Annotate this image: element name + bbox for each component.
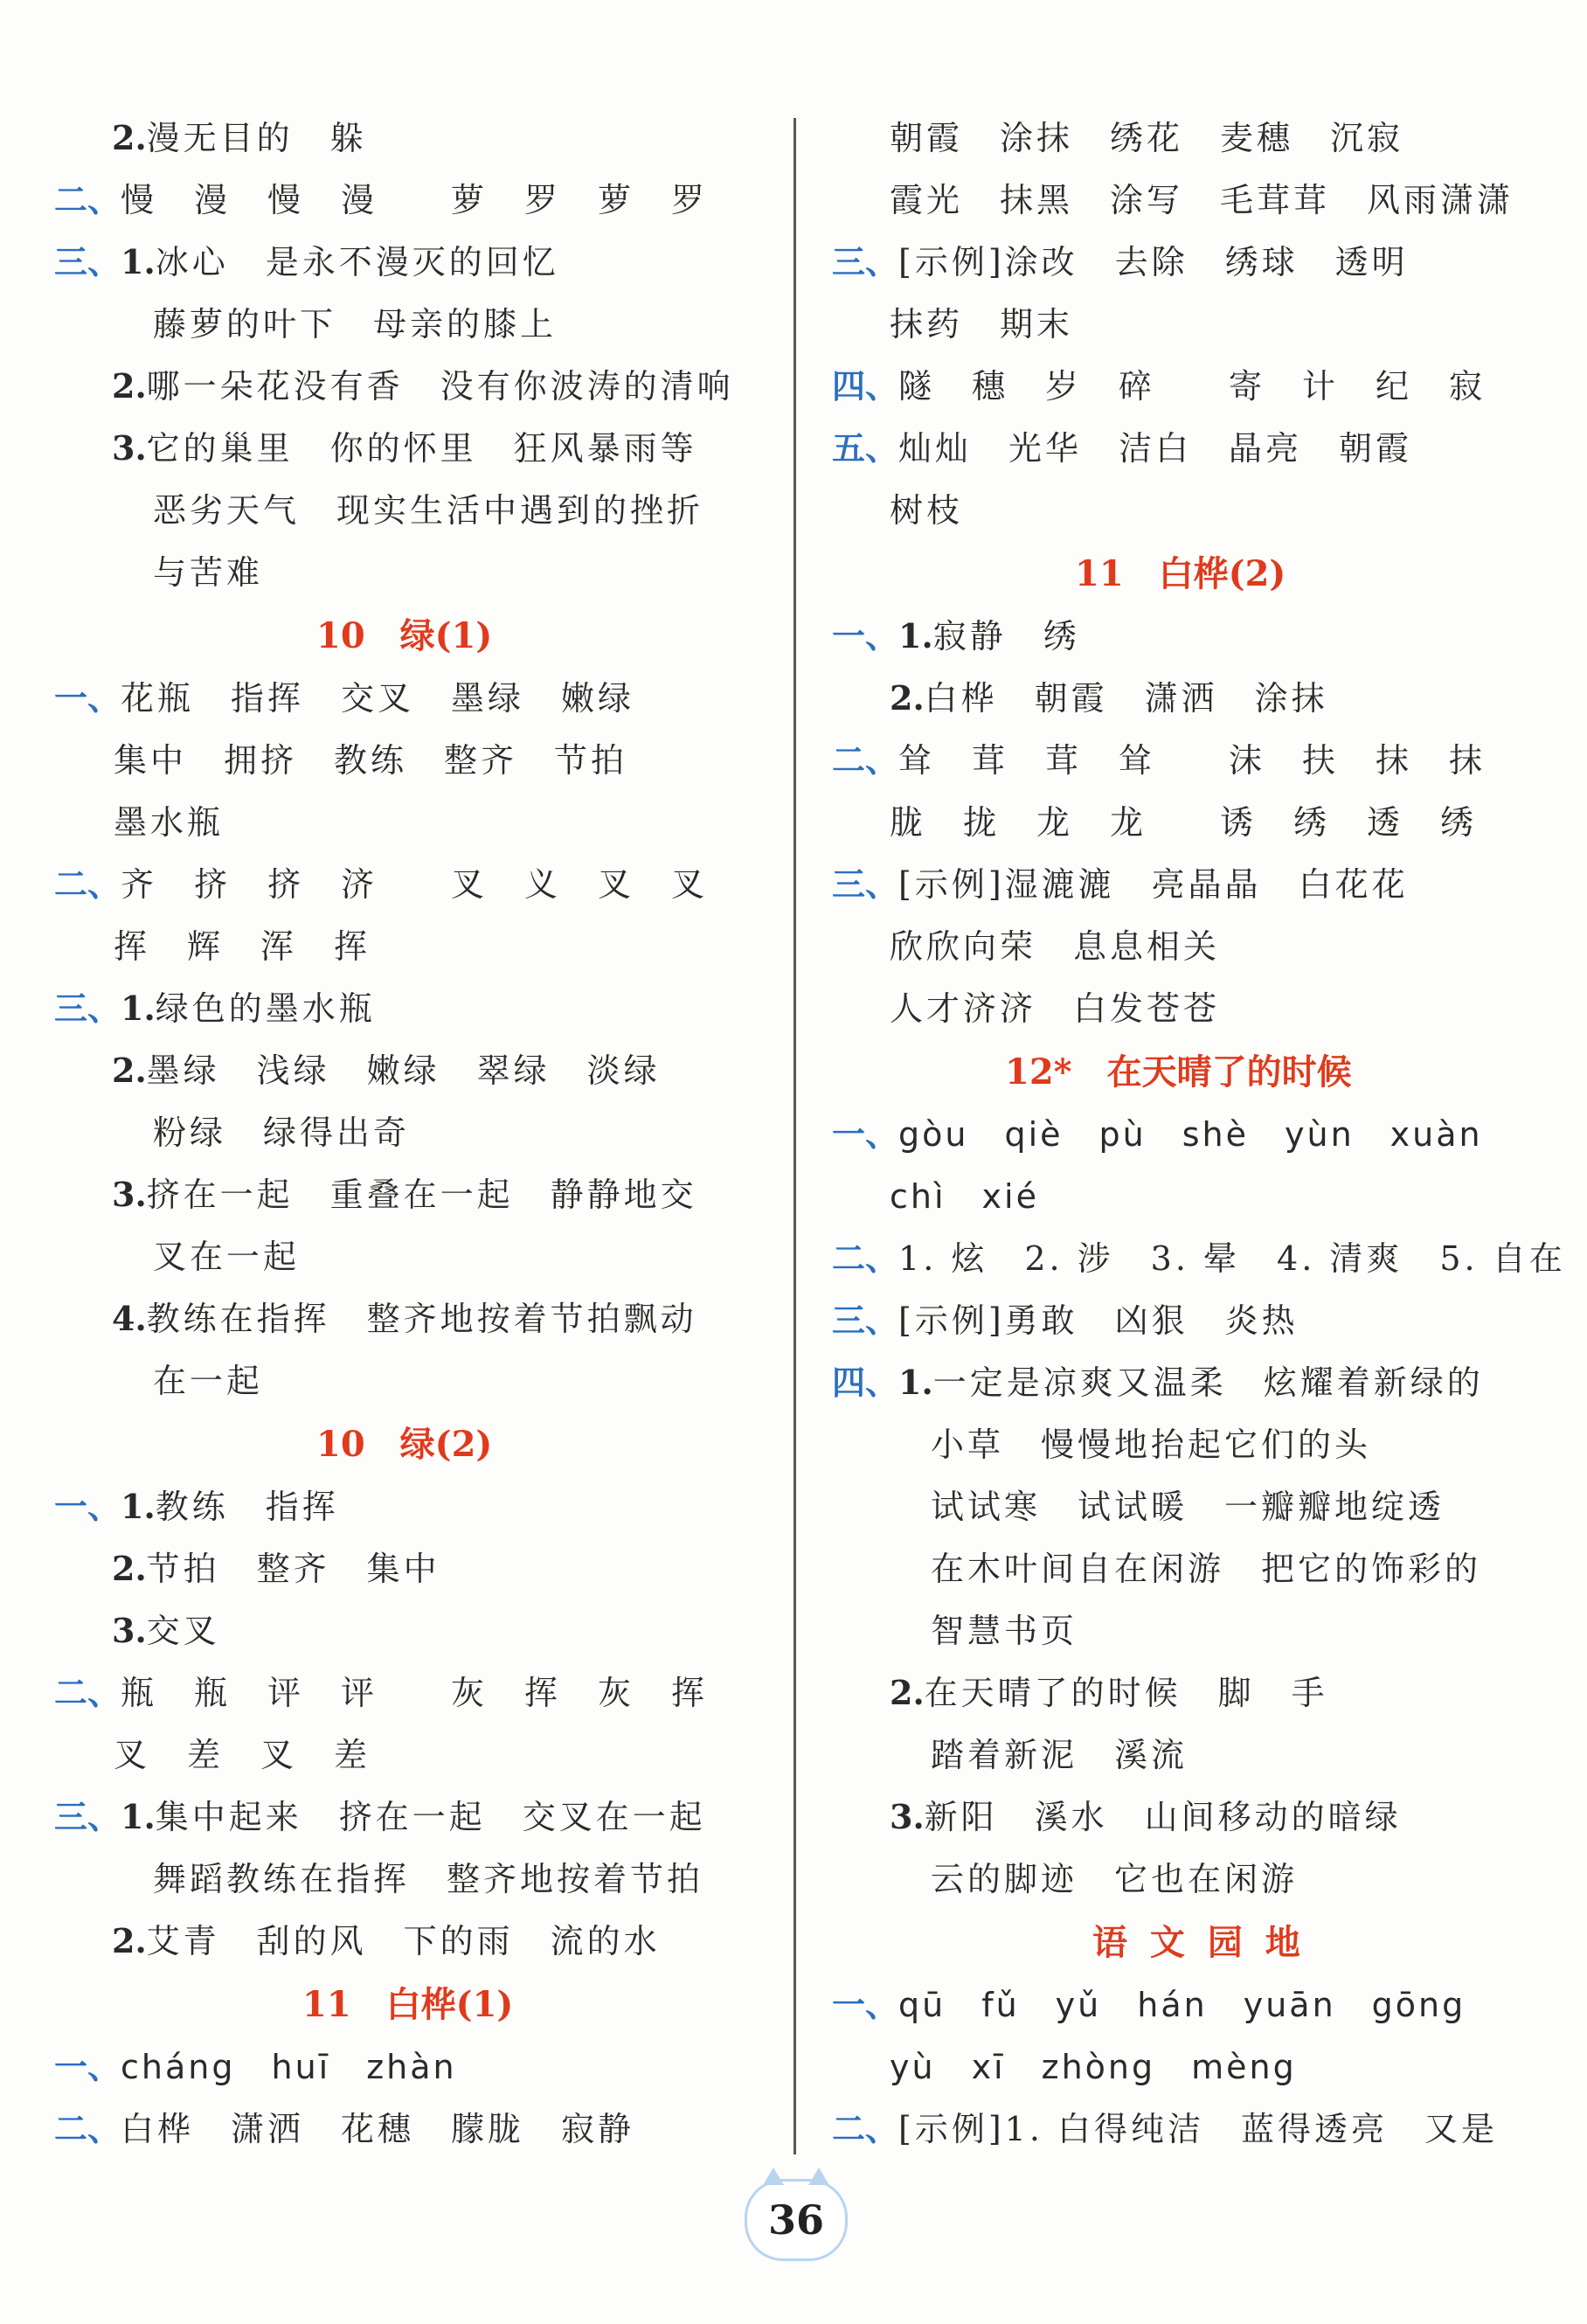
answer-line: 一、花瓶 指挥 交叉 墨绿 嫩绿 xyxy=(54,678,635,718)
answer-line: 粉绿 绿得出奇 xyxy=(153,1113,411,1152)
answer-line: 2.节拍 整齐 集中 xyxy=(112,1549,440,1588)
answer-line: 二、齐 挤 挤 济 叉 义 叉 叉 xyxy=(54,864,709,904)
answer-line: 3.挤在一起 重叠在一起 静静地交 xyxy=(112,1175,697,1214)
answer-line: 一、1.教练 指挥 xyxy=(54,1487,339,1526)
answer-line: yù xī zhòng mèng xyxy=(890,2048,1297,2086)
answer-line: 一、1.寂静 绣 xyxy=(832,616,1080,656)
answer-line: 与苦难 xyxy=(153,553,264,592)
section-heading: 11 白桦(2) xyxy=(1075,553,1286,594)
answer-line: 霞光 抹黑 涂写 毛茸茸 风雨潇潇 xyxy=(890,181,1514,219)
answer-line: 恶劣天气 现实生活中遇到的挫折 xyxy=(153,491,704,530)
answer-line: 3.它的巢里 你的怀里 狂风暴雨等 xyxy=(112,428,697,468)
section-heading: 10 绿(1) xyxy=(316,615,493,656)
section-heading: 12* 在天晴了的时候 xyxy=(1005,1051,1352,1093)
answer-line: 2.漫无目的 躲 xyxy=(112,118,367,157)
answer-line: 树枝 xyxy=(890,491,964,530)
answer-line: 二、1. 炫 2. 涉 3. 晕 4. 清爽 5. 自在 xyxy=(832,1238,1566,1278)
answer-line: 小草 慢慢地抬起它们的头 xyxy=(931,1426,1372,1464)
answer-line: 2.白桦 朝霞 潇洒 涂抹 xyxy=(890,678,1328,718)
answer-line: 2.在天晴了的时候 脚 手 xyxy=(890,1673,1328,1712)
answer-line: 踏着新泥 溪流 xyxy=(931,1736,1189,1774)
answer-line: 试试寒 试试暖 一瓣瓣地绽透 xyxy=(931,1488,1445,1526)
answer-line: 二、[示例]1. 白得纯洁 蓝得透亮 又是 xyxy=(832,2109,1499,2148)
answer-line: 一、gòu qiè pù shè yùn xuàn xyxy=(832,1114,1483,1154)
answer-line: 集中 拥挤 教练 整齐 节拍 xyxy=(114,741,628,780)
answer-line: 4.教练在指挥 整齐地按着节拍飘动 xyxy=(112,1299,697,1338)
answer-line: 三、[示例]勇敢 凶狠 炎热 xyxy=(832,1301,1299,1340)
section-heading: 语 文 园 地 xyxy=(1092,1922,1306,1963)
answer-line: 三、[示例]湿漉漉 亮晶晶 白花花 xyxy=(832,864,1409,904)
answer-line: 叉在一起 xyxy=(153,1238,301,1276)
answer-line: 二、慢 漫 慢 漫 萝 罗 萝 罗 xyxy=(54,180,709,219)
answer-line: 舞蹈教练在指挥 整齐地按着节拍 xyxy=(153,1860,704,1898)
answer-line: 三、1.集中起来 挤在一起 交叉在一起 xyxy=(54,1797,706,1836)
section-heading: 10 绿(2) xyxy=(316,1424,493,1465)
answer-line: 胧 拢 龙 龙 诱 绣 透 绣 xyxy=(890,803,1478,842)
answer-line: 云的脚迹 它也在闲游 xyxy=(931,1860,1299,1898)
page-number: 36 xyxy=(745,2179,848,2261)
answer-line: 3.新阳 溪水 山间移动的暗绿 xyxy=(890,1797,1402,1836)
answer-line: chì xié xyxy=(890,1177,1039,1216)
answer-line: 叉 差 叉 差 xyxy=(114,1736,371,1774)
answer-line: 墨水瓶 xyxy=(114,803,225,842)
answer-line: 智慧书页 xyxy=(931,1612,1078,1650)
answer-line: 一、qū fǔ yǔ hán yuān gōng xyxy=(832,1985,1466,2024)
answer-line: 四、1.一定是凉爽又温柔 炫耀着新绿的 xyxy=(832,1363,1484,1402)
answer-line: 欣欣向荣 息息相关 xyxy=(890,927,1221,966)
answer-line: 二、瓶 瓶 评 评 灰 挥 灰 挥 xyxy=(54,1673,709,1712)
cat-ear-icon xyxy=(763,2168,784,2185)
answer-line: 朝霞 涂抹 绣花 麦穗 沉寂 xyxy=(890,119,1404,157)
section-heading: 11 白桦(1) xyxy=(302,1984,514,2025)
answer-line: 五、灿灿 光华 洁白 晶亮 朝霞 xyxy=(832,428,1413,468)
answer-line: 2.哪一朵花没有香 没有你波涛的清响 xyxy=(112,366,734,406)
answer-line: 二、白桦 潇洒 花穗 朦胧 寂静 xyxy=(54,2109,635,2148)
answer-line: 三、1.冰心 是永不漫灭的回忆 xyxy=(54,242,559,281)
answer-line: 3.交叉 xyxy=(112,1611,220,1650)
answer-line: 三、1.绿色的墨水瓶 xyxy=(54,989,376,1028)
answer-line: 2.艾青 刮的风 下的雨 流的水 xyxy=(112,1921,661,1960)
answer-line: 三、[示例]涂改 去除 绣球 透明 xyxy=(832,242,1409,281)
answer-line: 人才济济 白发苍苍 xyxy=(890,989,1221,1028)
answer-line: 一、cháng huī zhàn xyxy=(54,2047,457,2086)
answer-line: 四、隧 穗 岁 碎 寄 计 纪 寂 xyxy=(832,366,1487,406)
column-divider xyxy=(794,118,796,2154)
answer-line: 在一起 xyxy=(153,1362,264,1400)
answer-line: 在木叶间自在闲游 把它的饰彩的 xyxy=(931,1550,1482,1588)
answer-line: 抹药 期末 xyxy=(890,305,1074,343)
answer-line: 二、耸 茸 茸 耸 沫 扶 抹 抹 xyxy=(832,740,1487,780)
answer-line: 藤萝的叶下 母亲的膝上 xyxy=(153,305,558,343)
answer-line: 2.墨绿 浅绿 嫩绿 翠绿 淡绿 xyxy=(112,1051,661,1090)
cat-ear-icon xyxy=(808,2168,829,2185)
answer-line: 挥 辉 浑 挥 xyxy=(114,927,371,966)
